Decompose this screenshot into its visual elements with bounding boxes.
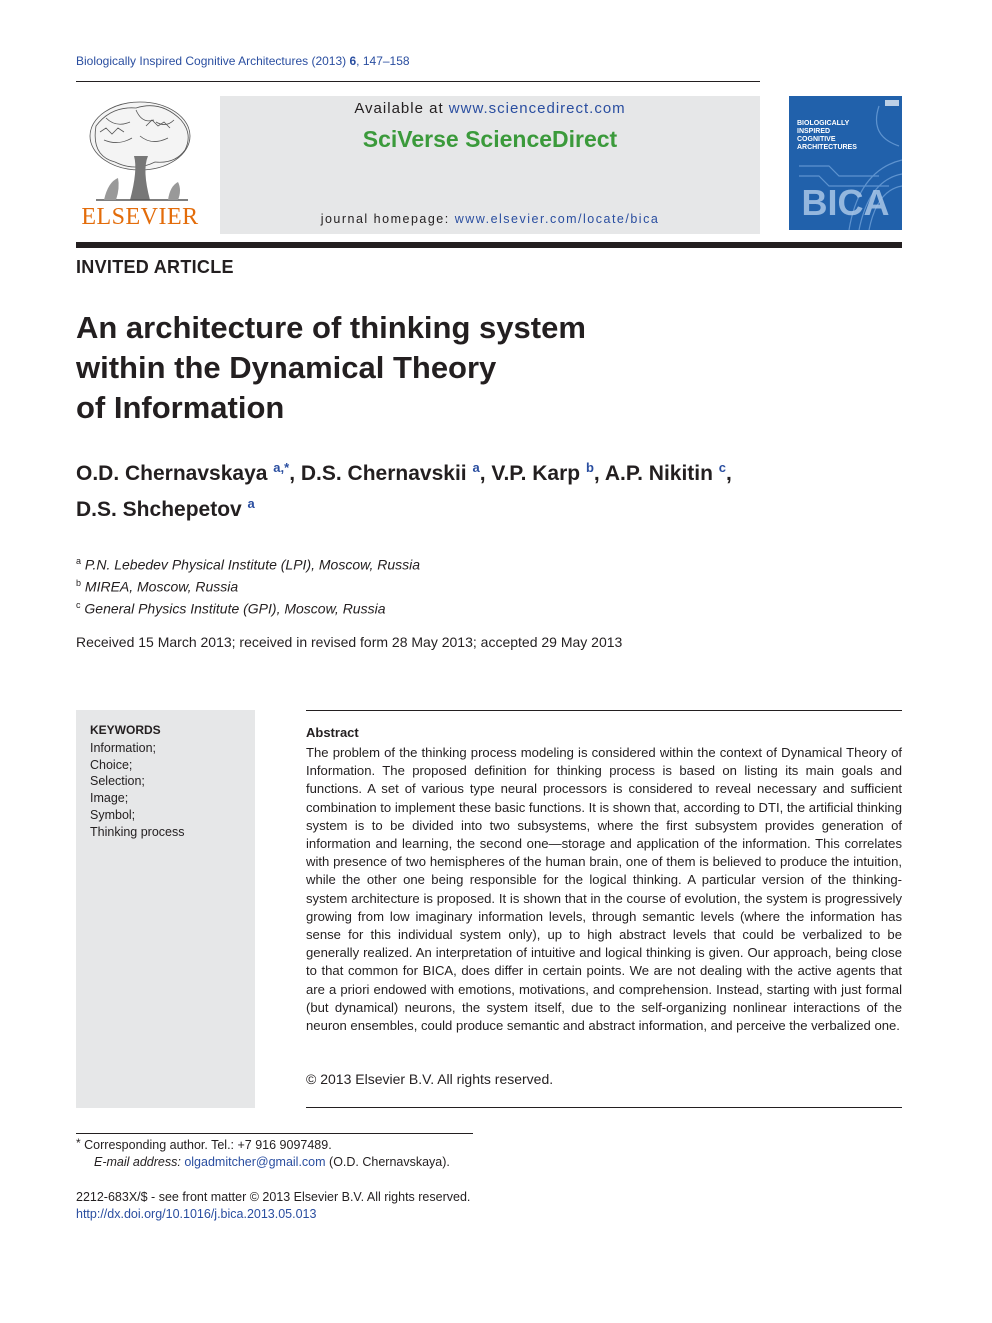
affiliation-text: MIREA, Moscow, Russia bbox=[84, 578, 239, 595]
affiliation-text: General Physics Institute (GPI), Moscow, Russia bbox=[84, 600, 386, 617]
elsevier-logo[interactable] bbox=[76, 96, 204, 234]
author-separator: , bbox=[479, 462, 486, 485]
abstract-top-rule bbox=[306, 710, 902, 711]
keywords-list bbox=[90, 740, 185, 840]
keyword-item: Thinking process bbox=[90, 824, 185, 839]
affiliation-key: b bbox=[76, 578, 82, 589]
available-label: Available at bbox=[354, 100, 444, 117]
author-list bbox=[76, 453, 902, 525]
title-line: An architecture of thinking system bbox=[76, 310, 586, 345]
footnote-rule bbox=[76, 1133, 473, 1134]
homepage-label: journal homepage: bbox=[320, 212, 450, 226]
affiliation-item bbox=[76, 552, 420, 574]
affiliations bbox=[76, 552, 420, 618]
corresponding-text: Corresponding author. Tel.: +7 916 9097489. bbox=[84, 1138, 332, 1152]
article-type: INVITED ARTICLE bbox=[76, 257, 234, 277]
received-dates: Received 15 March 2013; received in revised form 28 May 2013; accepted 29 May 2013 bbox=[76, 634, 623, 650]
available-at-line bbox=[220, 100, 760, 117]
keyword-item: Image; bbox=[90, 791, 129, 806]
journal-homepage-link[interactable]: www.elsevier.com/locate/bica bbox=[454, 212, 660, 226]
citation-journal: Biologically Inspired Cognitive Architectures (2013) bbox=[76, 54, 347, 68]
elsevier-wordmark: ELSEVIER bbox=[81, 204, 199, 230]
keywords-panel bbox=[76, 710, 255, 1108]
journal-cover[interactable] bbox=[789, 96, 902, 230]
author-affiliation-mark[interactable]: b bbox=[585, 460, 594, 475]
author-name[interactable]: D.S. Shchepetov bbox=[76, 498, 242, 521]
keywords-heading: KEYWORDS bbox=[90, 723, 161, 737]
affiliation-item bbox=[76, 574, 420, 596]
author-affiliation-mark[interactable]: a,* bbox=[273, 460, 290, 475]
cover-title: BIOLOGICALLY INSPIRED COGNITIVE ARCHITECTURES bbox=[797, 120, 857, 151]
doi-link[interactable]: http://dx.doi.org/10.1016/j.bica.2013.05.013 bbox=[76, 1207, 317, 1221]
abstract-heading: Abstract bbox=[306, 725, 359, 740]
top-divider bbox=[76, 81, 760, 82]
email-link[interactable]: olgadmitcher@gmail.com bbox=[184, 1155, 326, 1169]
article-title bbox=[76, 308, 776, 428]
title-line: of Information bbox=[76, 390, 285, 425]
author-affiliation-mark[interactable]: a bbox=[247, 496, 255, 511]
affiliation-key: c bbox=[76, 600, 81, 611]
keyword-item: Choice; bbox=[90, 757, 133, 772]
author-affiliation-mark[interactable]: a bbox=[472, 460, 480, 475]
keyword-item: Selection; bbox=[90, 774, 145, 789]
elsevier-tree-icon bbox=[76, 96, 204, 204]
keyword-item: Symbol; bbox=[90, 807, 136, 822]
affiliation-key: a bbox=[76, 556, 82, 566]
abstract-bottom-rule bbox=[306, 1107, 902, 1108]
author-affiliation-mark[interactable]: c bbox=[718, 460, 727, 475]
author-separator: , bbox=[726, 462, 732, 485]
abstract-body: The problem of the thinking process modeling is considered within the context of Dynamical Theory of Information. The proposed definition for thinking process is based on listing its main goals and functions. A set of various type neural processors is considered to reveal necessary and sufficient combination to implement these basic functions. It is shown that, according to DTI, the artificial thinking system is to be divided into two subsystems, where the first subsystem provides generation of information and learning, the second one—storage and application of the information. This correlates with presence of two hemispheres of the human brain, one of them is believed to produce the intuition, while the other one being responsible for the logical thinking. A particular version of the thinking-system architecture is proposed. It is shown that in the course of evolution, the system is progressively growing from low imaginary information levels, through semantic levels (where the information has sense for this individual system only), up to high abstract levels that could be verbalized to be generally realized. An interpretation of intuitive and logical thinking is given. Our approach, being close to that common for BICA, does differ in certain points. We are not dealing with the active agents that are a priori endowed with emotions, motivations, and comprehension. Instead, starting with just formal (but dynamical) neurons, the system itself, due to the self-organizing nonlinear interactions of the neuron ensembles, could produce semantic and abstract information, and perceive the verbalized one. bbox=[306, 745, 902, 1034]
email-owner: (O.D. Chernavskaya). bbox=[329, 1155, 450, 1169]
author-name[interactable]: V.P. Karp bbox=[491, 462, 581, 485]
footnote-star: * bbox=[76, 1136, 81, 1150]
cover-bica-mark: BICA bbox=[801, 182, 890, 223]
affiliation-item bbox=[76, 596, 420, 618]
author-separator: , bbox=[593, 462, 600, 485]
sciencedirect-link[interactable]: www.sciencedirect.com bbox=[448, 100, 626, 117]
author-separator: , bbox=[289, 462, 296, 485]
journal-citation[interactable]: Biologically Inspired Cognitive Architectures (2013) 6, 147–158 bbox=[76, 54, 410, 68]
sciverse-logo[interactable]: SciVerse ScienceDirect bbox=[362, 126, 618, 152]
corresponding-author-note bbox=[76, 1136, 332, 1154]
author-name[interactable]: O.D. Chernavskaya bbox=[76, 462, 268, 485]
issn-line: 2212-683X/$ - see front matter © 2013 Elsevier B.V. All rights reserved. bbox=[76, 1190, 471, 1204]
email-note bbox=[94, 1153, 450, 1171]
keyword-item: Information; bbox=[90, 741, 157, 755]
author-name[interactable]: A.P. Nikitin bbox=[604, 462, 713, 485]
abstract-copyright: © 2013 Elsevier B.V. All rights reserved. bbox=[306, 1071, 554, 1087]
email-label: E-mail address: bbox=[94, 1155, 181, 1169]
header-thick-rule bbox=[76, 242, 902, 248]
affiliation-text: P.N. Lebedev Physical Institute (LPI), Moscow, Russia bbox=[84, 556, 421, 573]
author-name[interactable]: D.S. Chernavskii bbox=[300, 462, 467, 485]
citation-pages: 147–158 bbox=[362, 54, 410, 68]
citation-volume: 6 bbox=[349, 54, 357, 68]
journal-homepage-line bbox=[220, 212, 760, 226]
title-line: within the Dynamical Theory bbox=[76, 350, 497, 385]
sciencedirect-banner bbox=[220, 96, 760, 234]
